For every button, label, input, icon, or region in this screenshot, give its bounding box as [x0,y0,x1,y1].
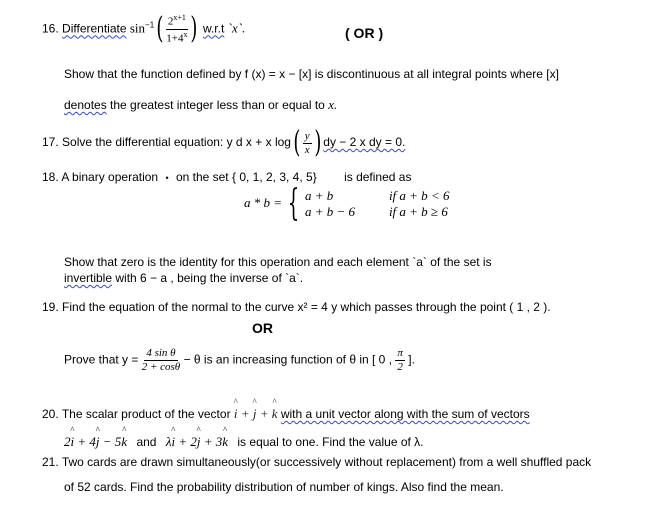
q18-case1-expr: a + b [304,188,334,203]
q20-text3: is equal to one. Find the value of λ. [237,435,424,449]
q16-frac-den-base: 1+4 [166,32,184,45]
q19-number: 19. [42,300,59,314]
q20-text1: The scalar product of the vector [61,407,231,421]
q19-fraction [142,348,181,373]
q18-lead: A binary operation [61,170,159,184]
q16-frac-num [166,14,188,30]
q16-frac-den-sup: x [183,29,188,39]
q19-line [42,300,551,314]
q18-set: on the set { 0, 1, 2, 3, 4, 5} [175,170,317,184]
q16-or: ( OR ) [345,25,384,41]
q17-fraction [303,131,312,156]
q17-frac-den: x [304,143,310,156]
q16-rparen: ) [190,11,198,47]
q19-prove: Prove that y = [64,352,139,367]
q16-frac-den [166,30,187,45]
q16-lead: Differentiate [62,21,127,36]
q18-invertible: invertible [64,271,113,285]
q19-pi-den: 2 [397,361,403,373]
q20-vector2: 2^ i + 4^ j − 5^ k [64,434,127,449]
q16-func: sin [129,20,146,36]
q16-number: 16. [42,21,59,36]
q18-show-rest: with 6 − a , being the inverse of `a`. [112,271,304,285]
q18-case1-cond: if a + b < 6 [388,188,450,203]
q18-case2 [305,204,450,220]
q16-line [42,11,246,47]
q21-line2: of 52 cards. Find the probability distribution of number of kings. Also find the mean. [64,480,504,494]
q19-frac-den: 2 + cosθ [141,361,181,373]
q16-alt-line1: Show that the function defined by f (x) = x − [x] is discontinuous at all integral points where [x] [64,67,559,81]
q18-defined: is defined as [344,170,412,184]
q19-mid: − θ is an increasing function of θ in [ 0 , [183,352,393,367]
q16-lparen: ( [156,11,164,47]
q18-piecewise [244,183,450,224]
q20-number: 20. [42,407,59,421]
q16-frac-num-base: 2 [167,15,174,28]
q18-show-line1: Show that zero is the identity for this operation and each element `a` of the set is [64,255,492,269]
q20-vector1: ^ i + ^ j + ^ k [234,406,278,421]
q20-and: and [136,435,157,449]
q17-rparen: ) [313,125,321,160]
q20-vector3: λ^ i + 2^ j + 3^ k [166,434,228,449]
q16-alt-line2 [64,97,337,113]
q21-text1: Two cards are drawn simultaneously(or successively without replacement) from a well shuffled pack [61,455,592,469]
q18-show-line2 [64,271,303,285]
q16-sup: −1 [145,20,155,30]
q17-frac-num: y [304,129,310,142]
q16-frac-num-sup: x+1 [173,13,186,22]
q17-lead: Solve the differential equation: y d x + x log [62,135,291,150]
q16-fraction [166,14,188,44]
q19-prove-line [64,348,415,373]
q18-case2-expr: a + b − 6 [304,204,355,219]
q18-cases [305,188,450,220]
q18-number: 18. [42,170,59,184]
q18-line [42,170,411,184]
q16-var: `x`. [227,20,246,36]
q16-wrt: w.r.t [202,21,225,36]
q16-alt-rest: the greatest integer less than or equal to [106,98,329,112]
q20-text2: with a unit vector along with the sum of vectors [280,407,530,421]
q18-brace: { [287,183,300,224]
q19-or: OR [252,320,273,336]
q18-case1 [305,188,450,204]
q16-alt-denotes: denotes [64,98,107,112]
q18-dot: • [165,173,169,183]
q19-close: ]. [408,352,415,367]
q19-frac-num: 4 sin θ [146,347,176,359]
q16-alt-var: x. [328,97,338,112]
q17-tail: dy − 2 x dy = 0. [323,135,406,150]
q18-case2-cond: if a + b ≥ 6 [388,204,448,219]
q21-line1 [42,455,591,469]
q20-line2 [64,434,424,450]
q17-number: 17. [42,135,59,150]
q19-pi-num: π [397,347,403,359]
q17-line [42,125,406,160]
q18-lhs: a * b = [244,195,283,211]
q17-lparen: ( [293,125,301,160]
q21-number: 21. [42,455,59,469]
q19-text: Find the equation of the normal to the curve x² = 4 y which passes through the point ( 1 , 2 ). [62,300,551,314]
q19-pi-fraction [395,348,405,373]
q20-line1 [42,406,530,422]
